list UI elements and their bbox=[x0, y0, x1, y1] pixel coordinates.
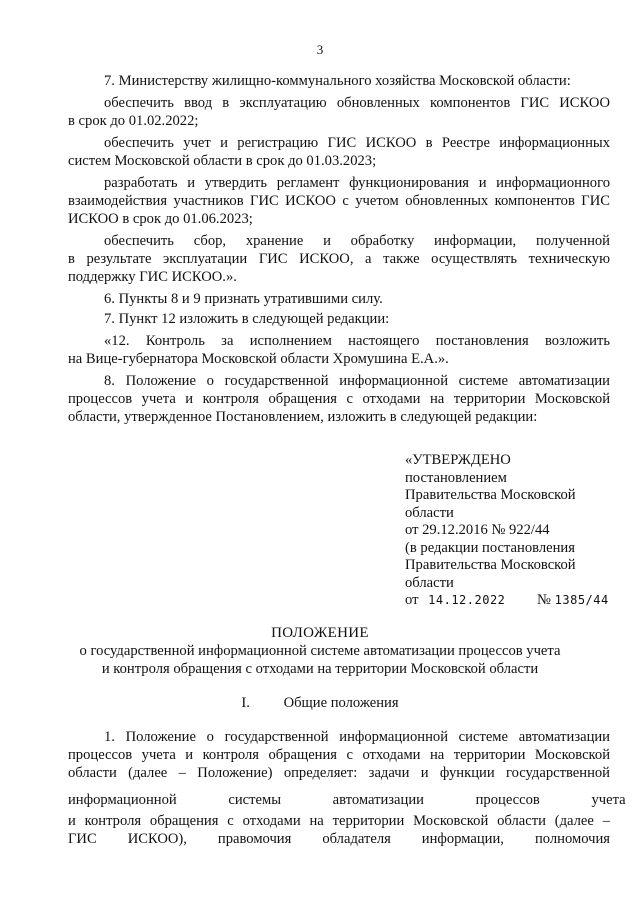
document-subtitle: о государственной информационной системе автоматизации процессов учета bbox=[79, 643, 561, 659]
section-heading bbox=[0, 694, 640, 712]
body-line: области (далее – Положение) определяет: задачи и функции государственной bbox=[68, 765, 610, 781]
paragraph-line: обеспечить учет и регистрацию ГИС ИСКОО в Реестре информационных bbox=[104, 135, 610, 151]
approval-line: от 29.12.2016 № 922/44 bbox=[405, 522, 550, 538]
paragraph-line: на Вице-губернатора Московской области Хромушина Е.А.». bbox=[68, 351, 449, 367]
approval-ot-label: от bbox=[405, 592, 419, 608]
document-subtitle: и контроля обращения с отходами на территории Московской области bbox=[101, 661, 539, 677]
body-line: информационной системы автоматизации процессов учета bbox=[68, 792, 626, 808]
paragraph-line: 7. Пункт 12 изложить в следующей редакции: bbox=[104, 311, 390, 327]
body-line: ГИС ИСКОО), правомочия обладателя информации, полномочия bbox=[68, 831, 610, 847]
approval-line: (в редакции постановления bbox=[405, 540, 575, 556]
paragraph-line: 6. Пункты 8 и 9 признать утратившими силу. bbox=[104, 291, 383, 307]
paragraph-line: обеспечить ввод в эксплуатацию обновленных компонентов ГИС ИСКОО bbox=[104, 95, 610, 111]
approval-line: «УТВЕРЖДЕНО bbox=[405, 452, 511, 468]
paragraph-line: ИСКОО в срок до 01.06.2023; bbox=[68, 211, 253, 227]
paragraph-line: обеспечить сбор, хранение и обработку информации, полученной bbox=[104, 233, 610, 249]
body-line: 1. Положение о государственной информационной системе автоматизации bbox=[104, 729, 610, 745]
approval-num-label: № bbox=[537, 592, 551, 608]
approval-line: Правительства Московской bbox=[405, 487, 576, 503]
paragraph-line: процессов учета и контроля обращения с отходами на территории Московской bbox=[68, 391, 610, 407]
paragraph-line: поддержку ГИС ИСКОО.». bbox=[68, 269, 237, 285]
approval-date-stamp: 14.12.2022 bbox=[428, 593, 506, 607]
page-number: 3 bbox=[316, 42, 324, 57]
approval-date-line bbox=[405, 592, 615, 610]
approval-num-stamp: 1385/44 bbox=[554, 593, 609, 607]
paragraph-line: «12. Контроль за исполнением настоящего постановления возложить bbox=[104, 333, 610, 349]
paragraph-line: 7. Министерству жилищно-коммунального хозяйства Московской области: bbox=[104, 73, 571, 89]
approval-line: области bbox=[405, 575, 454, 591]
approval-line: Правительства Московской bbox=[405, 557, 576, 573]
approval-line: области bbox=[405, 505, 454, 521]
paragraph-line: систем Московской области в срок до 01.03.2023; bbox=[68, 153, 377, 169]
body-line: процессов учета и контроля обращения с отходами на территории Московской bbox=[68, 747, 610, 763]
body-line: и контроля обращения с отходами на территории Московской области (далее – bbox=[68, 813, 610, 829]
paragraph-line: области, утвержденное Постановлением, изложить в следующей редакции: bbox=[68, 409, 538, 425]
paragraph-line: разработать и утвердить регламент функционирования и информационного bbox=[104, 175, 610, 191]
paragraph-line: в срок до 01.02.2022; bbox=[68, 113, 199, 129]
section-title: Общие положения bbox=[283, 695, 399, 711]
paragraph-line: в результате эксплуатации ГИС ИСКОО, а также осуществлять техническую bbox=[68, 251, 610, 267]
paragraph-line: 8. Положение о государственной информационной системе автоматизации bbox=[104, 373, 610, 389]
document-title: ПОЛОЖЕНИЕ bbox=[271, 625, 369, 641]
section-number: I. bbox=[241, 695, 250, 711]
approval-line: постановлением bbox=[405, 470, 507, 486]
paragraph-line: взаимодействия участников ГИС ИСКОО с учетом обновленных компонентов ГИС bbox=[68, 193, 610, 209]
